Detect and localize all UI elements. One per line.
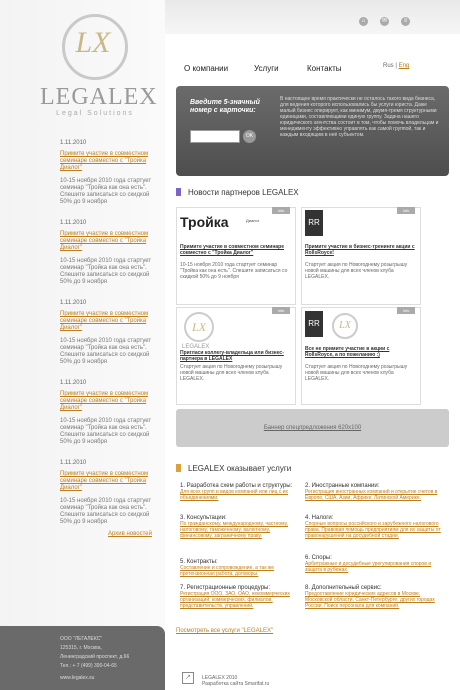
service-heading: 2. Иностранные компании: [305,483,380,489]
rolls-royce-logo: RR [305,311,323,337]
nav-contacts[interactable]: Контакты [307,64,342,73]
news-text: 10-15 ноября 2010 года стартует семинар "Тройка как она есть". Спешите записаться со скидкой 50% до 9 ноября [60,258,152,285]
news-item [60,300,160,366]
address-zip: 125315, г. Москва, [60,645,102,651]
logo-name[interactable]: LEGALEX [40,84,158,110]
website[interactable]: www.legalex.su [60,675,95,681]
news-title-link[interactable]: Примите участие в совместном семинаре совместно с "Тройка Диалог" [60,231,149,251]
mail-icon[interactable]: ✉ [381,18,388,24]
sitemap-icon[interactable]: ≡ [401,17,410,26]
news-archive-link[interactable]: Архив новостей [108,531,152,537]
phone: Тел.: + 7 (499) 390-04-65 [60,663,117,669]
service-link[interactable]: Регистрация ООО, ЗАО, ОАО, некоммерческих организаций, коммерческих, филиалов, представительств, управлений. [180,591,290,609]
news-item [60,460,160,526]
card-number-prompt: Введите 5-значный номер с карточки: [190,99,260,114]
service-heading: 6. Споры: [305,555,332,561]
news-title-link[interactable]: Примите участие в совместном семинаре совместно с "Тройка Диалог" [60,311,149,331]
card-ok-button[interactable]: OK [243,130,256,143]
partners-heading: Новости партнеров LEGALEX [188,188,299,197]
news-title-link[interactable]: Примите участие в совместном семинаре совместно с "Тройка Диалог" [60,151,149,171]
news-text: 10-15 ноября 2010 года стартует семинар "Тройка как она есть". Спешите записаться со скидкой 50% до 9 ноября [60,498,152,525]
service-link[interactable]: Предоставление юридических адресов в Москве, Московской области, Санкт-Петербурге, других городах России. Поиск персонала для компаний. [305,591,435,609]
news-title-link[interactable]: Примите участие в совместном семинаре совместно с "Тройка Диалог" [60,391,149,411]
service-link[interactable]: Составление и сопровождение, а так же претензионная работа, договоры. [180,565,275,577]
partner-card-text: Стартует акция по Новогоднему розыгрышу новой машины для всех членов клуба LEGALEX. [180,364,283,382]
legalex-logo-name: LEGALEX [182,344,210,350]
services-bullet-icon [176,464,181,472]
card-info-label: Info [397,207,415,214]
card-info-label: Info [272,207,290,214]
news-date: 1.11.2010 [60,140,87,146]
service-item [305,555,445,573]
nav-about[interactable]: О компании [184,64,229,73]
news-item [60,140,160,206]
news-item [60,380,160,446]
service-item [180,483,298,501]
news-date: 1.11.2010 [60,380,87,386]
legalex-logo: LX [332,313,358,339]
news-date: 1.11.2010 [60,300,87,306]
promo-banner-label[interactable]: Баннер спецпредложения 620x100 [263,425,362,431]
card-number-input[interactable] [190,130,240,143]
copyright-line: LEGALEX 2010 [202,675,238,681]
partner-card-text: Стартует акция по Новогоднему розыгрышу новой машины для всех членов клуба LEGALEX. [305,364,408,382]
logo-tagline: Legal Solutions [56,110,134,117]
news-title-link[interactable]: Примите участие в совместном семинаре совместно с "Тройка Диалог" [60,471,149,491]
news-text: 10-15 ноября 2010 года стартует семинар "Тройка как она есть". Спешите записаться со скидкой 50% до 9 ноября [60,178,152,205]
service-link[interactable]: Спорные вопросы российского и зарубежного налогового права. Правовая помощь предприятиям для их защиты от правонарушений на досудебной стадии. [305,521,441,539]
service-item [180,559,298,577]
service-link[interactable]: По гражданскому, международному, частному, налоговому, таможенному, валютному, финансовому, заграничному праву. [180,521,288,539]
nav-services[interactable]: Услуги [254,64,279,73]
company-name: ООО "ЛЕГАЛЕКС" [60,636,103,642]
partners-bullet-icon [176,188,181,196]
partner-card-title-link[interactable]: Все не примите участие в акции с RollsRoyce, а по пожеланию :) [305,346,390,358]
service-heading: 5. Контракты: [180,559,218,565]
copyright [202,675,269,687]
partner-card-title-link[interactable]: Пригласи коллегу-владельца или бизнес-партнера в LEGALEX [180,350,284,362]
card-info-label: Info [272,307,290,314]
home-icon[interactable]: ⌂ [359,17,368,26]
partner-card-text: 10-15 ноября 2010 года стартует семинар "Тройка как она есть". Спешите записаться со скидкой 50% до 9 ноября [180,262,288,280]
news-item [60,220,160,286]
lang-switch [383,63,409,69]
service-item [305,483,445,501]
partner-card-text: Стартует акция по Новогоднему розыгрышу новой машины для всех членов клуба LEGALEX. [305,262,408,280]
lang-sep: | [395,63,397,69]
service-heading: 7. Регистрационные процедуры: [180,585,271,591]
service-heading: 1. Разработка схем работы и структуры: [180,483,293,489]
service-item [180,585,298,609]
news-text: 10-15 ноября 2010 года стартует семинар "Тройка как она есть". Спешите записаться со скидкой 50% до 9 ноября [60,338,152,365]
logo-monogram: LX [75,26,111,59]
troika-logo-sub: Диалог [246,218,260,223]
news-text: 10-15 ноября 2010 года стартует семинар "Тройка как она есть". Спешите записаться со скидкой 50% до 9 ноября [60,418,152,445]
lang-ru[interactable]: Rus [383,63,394,69]
address-street: Ленинградский проспект, д.66 [60,654,130,660]
intro-text: В настоящее время практически не осталось такого вида бизнеса, для ведения которого использовались бы услуги юриста. Даже малый бизнес оперирует, как минимум, двумя-тремя структурными единицами, составляющими единую группу. Задача нашего юридического агентства состоит в том, чтобы помочь владельцам и менеджменту эффективно управлять как самой группой, так и каждым входящим в неё субъектом. [280,96,439,138]
service-heading: 4. Налоги: [305,515,334,521]
news-date: 1.11.2010 [60,220,87,226]
developer-link[interactable]: Разработка сайта Smartfat.ru [202,681,270,687]
services-heading: LEGALEX оказывает услуги [188,464,292,473]
partner-card-title-link[interactable]: Примите участие в бизнес-тренинге акции с RollsRoyce! [305,244,415,256]
service-link[interactable]: Арбитражные и досудебные урегулирования споров и защита в рубежах. [305,561,432,573]
arrow-up-right-icon: ↗ [182,672,194,684]
service-item [305,585,445,609]
legalex-logo: LX [184,312,214,342]
rolls-royce-logo: RR [305,210,323,236]
service-link[interactable]: Для всех групп и видов компаний или лиц с их объединениями. [180,489,289,501]
partner-card-title-link[interactable]: Примите участие в совместном семинаре совместно с "Тройка Диалог" [180,244,284,256]
service-heading: 3. Консультации: [180,515,227,521]
service-heading: 8. Дополнительный сервис: [305,585,382,591]
news-date: 1.11.2010 [60,460,87,466]
lang-en[interactable]: Eng [398,63,410,69]
service-item [180,515,298,539]
all-services-link[interactable]: Посмотреть все услуги "LEGALEX" [176,628,274,634]
service-link[interactable]: Регистрация иностранных компаний и открытие счетов в Европе, США, Азии, Африке, Латинской Америке. [305,489,438,501]
service-item [305,515,445,539]
card-info-label: Info [397,307,415,314]
troika-logo: Тройка [180,214,229,230]
